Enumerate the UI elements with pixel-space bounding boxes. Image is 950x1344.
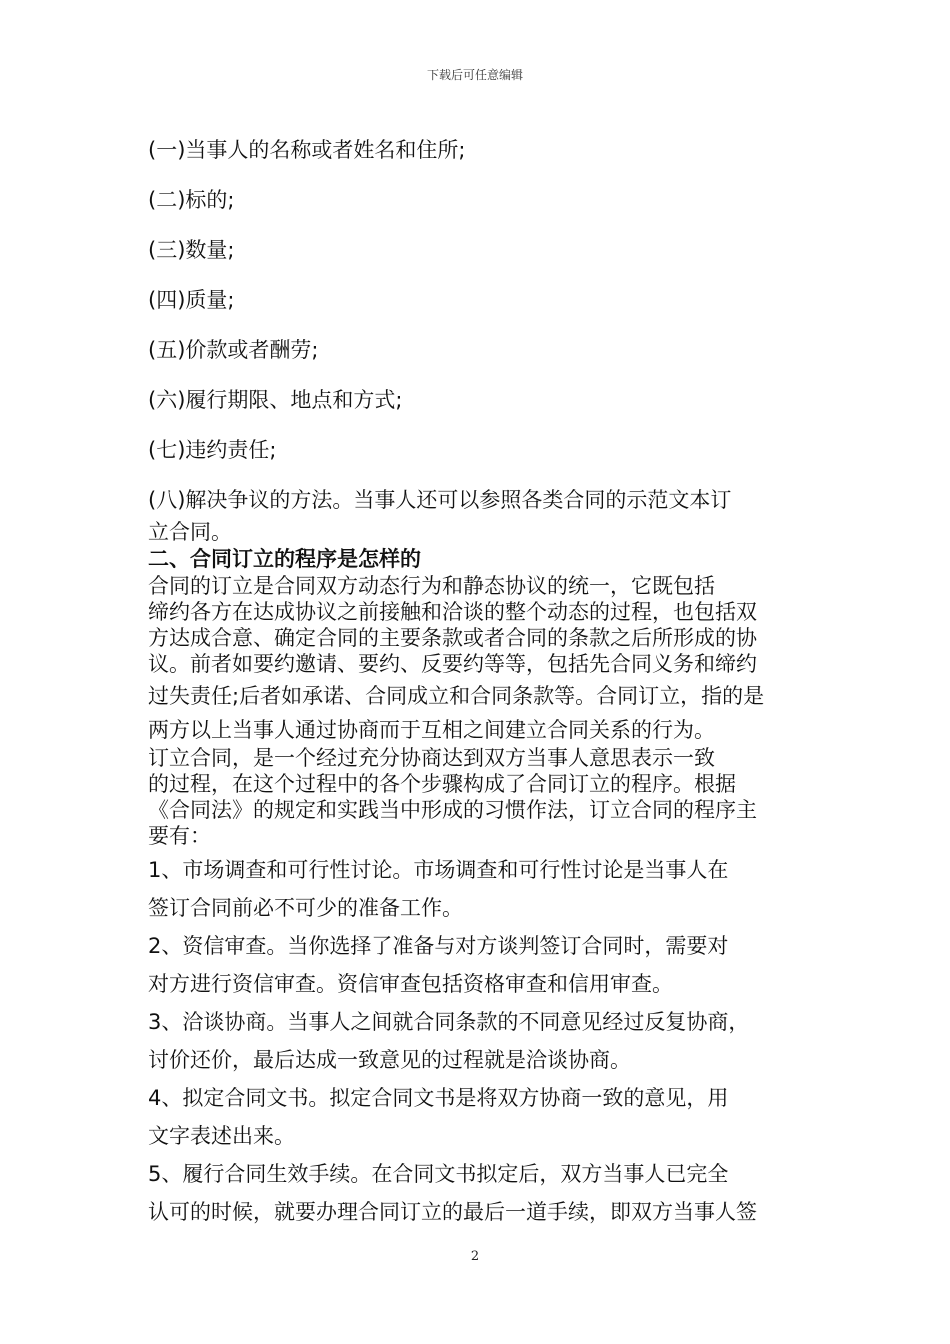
section-heading: 二、合同订立的程序是怎样的 <box>148 547 421 571</box>
step-line: 签订合同前必不可少的准备工作。 <box>148 896 463 920</box>
step-line: 4、拟定合同文书。拟定合同文书是将双方协商一致的意见，用 <box>148 1086 729 1110</box>
paragraph-line: 要有： <box>148 824 211 848</box>
step-line: 讨价还价，最后达成一致意见的过程就是洽谈协商。 <box>148 1048 631 1072</box>
paragraph-line: 的过程，在这个过程中的各个步骤构成了合同订立的程序。根据 <box>148 772 736 796</box>
paragraph-line: 方达成合意、确定合同的主要条款或者合同的条款之后所形成的协 <box>148 626 757 650</box>
step-line: 3、洽谈协商。当事人之间就合同条款的不同意见经过反复协商， <box>148 1010 750 1034</box>
paragraph-line: 订立合同，是一个经过充分协商达到双方当事人意思表示一致 <box>148 746 715 770</box>
list-item-8: (八)解决争议的方法。当事人还可以参照各类合同的示范文本订 <box>148 488 732 512</box>
step-line: 文字表述出来。 <box>148 1124 295 1148</box>
list-item-7: (七)违约责任; <box>148 438 277 462</box>
list-item-3: (三)数量; <box>148 238 235 262</box>
step-line: 5、履行合同生效手续。在合同文书拟定后，双方当事人已完全 <box>148 1162 729 1186</box>
list-item-4: (四)质量; <box>148 288 235 312</box>
list-item-5: (五)价款或者酬劳; <box>148 338 319 362</box>
step-line: 认可的时候，就要办理合同订立的最后一道手续，即双方当事人签 <box>148 1200 757 1224</box>
paragraph-line: 合同的订立是合同双方动态行为和静态协议的统一，它既包括 <box>148 574 715 598</box>
step-line: 1、市场调查和可行性讨论。市场调查和可行性讨论是当事人在 <box>148 858 729 882</box>
paragraph-line: 两方以上当事人通过协商而于互相之间建立合同关系的行为。 <box>148 718 715 742</box>
step-line: 对方进行资信审查。资信审查包括资格审查和信用审查。 <box>148 972 673 996</box>
list-item-6: (六)履行期限、地点和方式; <box>148 388 403 412</box>
step-line: 2、资信审查。当你选择了准备与对方谈判签订合同时，需要对 <box>148 934 729 958</box>
list-item-8-continuation: 立合同。 <box>148 520 232 544</box>
list-item-2: (二)标的; <box>148 188 235 212</box>
paragraph-line: 过失责任;后者如承诺、合同成立和合同条款等。合同订立，指的是 <box>148 684 765 708</box>
page-number: 2 <box>470 1249 480 1264</box>
list-item-1: (一)当事人的名称或者姓名和住所; <box>148 138 466 162</box>
paragraph-line: 议。前者如要约邀请、要约、反要约等等，包括先合同义务和缔约 <box>148 652 757 676</box>
paragraph-line: 《合同法》的规定和实践当中形成的习惯作法，订立合同的程序主 <box>148 798 757 822</box>
page-header-note: 下载后可任意编辑 <box>426 68 523 82</box>
paragraph-line: 缔约各方在达成协议之前接触和洽谈的整个动态的过程，也包括双 <box>148 600 757 624</box>
